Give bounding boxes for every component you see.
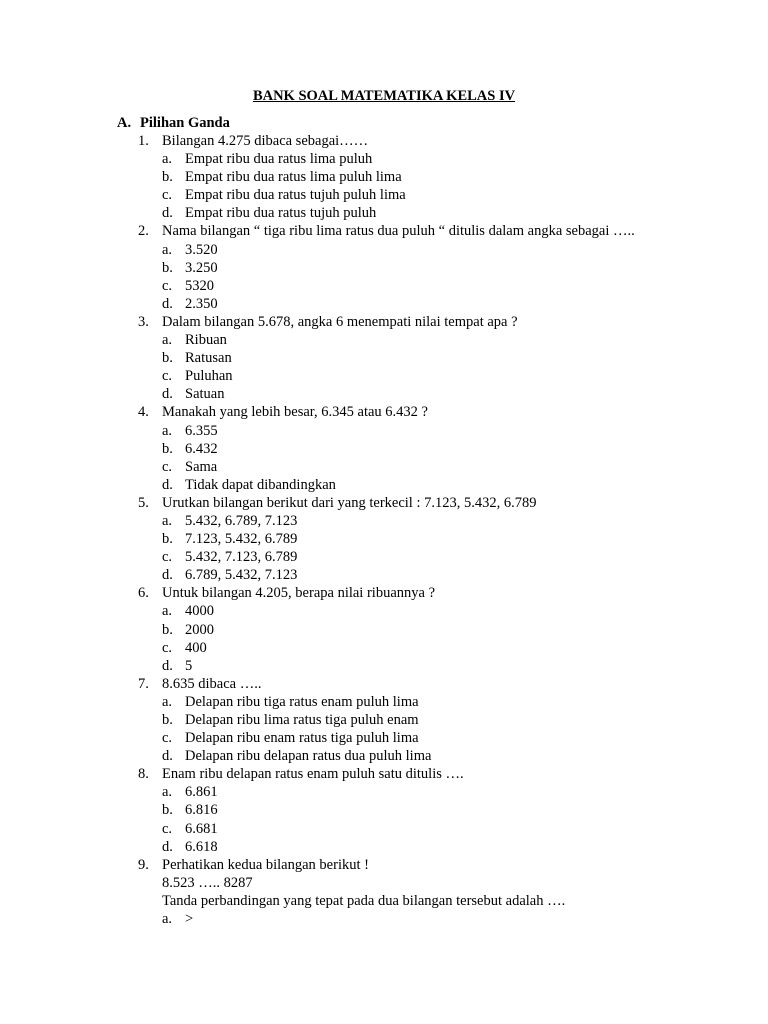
option-letter: a. — [162, 603, 173, 620]
answer-option — [0, 838, 768, 856]
option-letter: b. — [162, 169, 173, 186]
question-text: Dalam bilangan 5.678, angka 6 menempati nilai tempat apa ? — [162, 313, 518, 330]
question-line — [0, 494, 768, 512]
option-text: Satuan — [185, 386, 225, 403]
answer-option — [0, 639, 768, 657]
answer-option — [0, 150, 768, 168]
answer-option — [0, 621, 768, 639]
section-label: Pilihan Ganda — [140, 115, 230, 131]
option-letter: b. — [162, 531, 173, 548]
option-letter: b. — [162, 259, 173, 276]
question-number: 3. — [138, 313, 149, 330]
option-letter: a. — [162, 693, 173, 710]
option-letter: b. — [162, 802, 173, 819]
option-letter: b. — [162, 440, 173, 457]
answer-option — [0, 820, 768, 838]
answer-option — [0, 566, 768, 584]
option-text: 3.250 — [185, 259, 218, 276]
option-text: 4000 — [185, 603, 214, 620]
option-text: Delapan ribu delapan ratus dua puluh lima — [185, 748, 432, 765]
question-text: Nama bilangan “ tiga ribu lima ratus dua puluh “ ditulis dalam angka sebagai ….. — [162, 223, 635, 240]
option-letter: d. — [162, 748, 173, 765]
answer-option — [0, 693, 768, 711]
option-text: 6.789, 5.432, 7.123 — [185, 567, 298, 584]
question-line — [0, 874, 768, 892]
option-text: Sama — [185, 458, 218, 475]
question-line — [0, 856, 768, 874]
question-number: 8. — [138, 766, 149, 783]
question-number: 1. — [138, 133, 149, 149]
answer-option — [0, 711, 768, 729]
answer-option — [0, 602, 768, 620]
option-text: 5320 — [185, 277, 214, 294]
option-letter: d. — [162, 476, 173, 493]
question-line — [0, 765, 768, 783]
option-text: > — [185, 911, 194, 928]
option-text: Tidak dapat dibandingkan — [185, 476, 336, 493]
question-line — [0, 313, 768, 331]
option-text: Delapan ribu enam ratus tiga puluh lima — [185, 730, 419, 747]
option-text: 3.520 — [185, 241, 218, 258]
option-text: Delapan ribu lima ratus tiga puluh enam — [185, 712, 419, 728]
option-letter: c. — [162, 730, 173, 747]
question-number: 2. — [138, 223, 149, 240]
question-text: Untuk bilangan 4.205, berapa nilai ribuannya ? — [162, 585, 436, 602]
answer-option — [0, 331, 768, 349]
question-text: Enam ribu delapan ratus enam puluh satu ditulis …. — [162, 766, 464, 783]
question-number: 9. — [138, 856, 149, 873]
option-text: Empat ribu dua ratus lima puluh — [185, 151, 373, 168]
question-text: Tanda perbandingan yang tepat pada dua bilangan tersebut adalah …. — [162, 892, 566, 909]
option-text: 6.432 — [185, 440, 218, 457]
option-text: Ratusan — [185, 350, 232, 367]
option-letter: d. — [162, 205, 173, 222]
option-letter: d. — [162, 567, 173, 584]
option-letter: a. — [162, 911, 173, 928]
option-text: Empat ribu dua ratus lima puluh lima — [185, 169, 402, 186]
option-letter: b. — [162, 350, 173, 367]
question-text: Urutkan bilangan berikut dari yang terkecil : 7.123, 5.432, 6.789 — [162, 494, 537, 511]
option-letter: d. — [162, 838, 173, 855]
question-text: Perhatikan kedua bilangan berikut ! — [162, 856, 369, 873]
answer-option — [0, 349, 768, 367]
question-number: 4. — [138, 404, 149, 421]
answer-option — [0, 512, 768, 530]
question-text: 8.523 ….. 8287 — [162, 874, 253, 891]
question-list — [0, 132, 768, 928]
option-text: 6.681 — [185, 820, 218, 837]
option-text: 5.432, 7.123, 6.789 — [185, 549, 298, 566]
option-text: 2.350 — [185, 295, 218, 312]
option-letter: c. — [162, 277, 173, 294]
answer-option — [0, 367, 768, 385]
option-letter: b. — [162, 712, 173, 728]
answer-option — [0, 530, 768, 548]
answer-option — [0, 801, 768, 819]
answer-option — [0, 458, 768, 476]
answer-option — [0, 422, 768, 440]
question-text: Bilangan 4.275 dibaca sebagai…… — [162, 133, 369, 149]
option-text: 6.618 — [185, 838, 218, 855]
option-text: 7.123, 5.432, 6.789 — [185, 531, 298, 548]
answer-option — [0, 910, 768, 928]
option-text: Puluhan — [185, 368, 233, 385]
option-letter: a. — [162, 241, 173, 258]
option-letter: c. — [162, 820, 173, 837]
section-letter: A. — [117, 115, 132, 131]
answer-option — [0, 168, 768, 186]
option-letter: c. — [162, 187, 173, 204]
answer-option — [0, 476, 768, 494]
option-text: 2000 — [185, 621, 214, 638]
question-number: 5. — [138, 494, 149, 511]
option-letter: c. — [162, 639, 173, 656]
option-letter: a. — [162, 332, 173, 349]
option-letter: a. — [162, 512, 173, 529]
option-letter: c. — [162, 458, 173, 475]
question-line — [0, 892, 768, 910]
option-letter: d. — [162, 386, 173, 403]
option-letter: b. — [162, 621, 173, 638]
question-line — [0, 132, 768, 150]
answer-option — [0, 277, 768, 295]
answer-option — [0, 440, 768, 458]
option-letter: c. — [162, 368, 173, 385]
option-text: 6.816 — [185, 802, 218, 819]
option-text: 6.355 — [185, 422, 218, 439]
answer-option — [0, 259, 768, 277]
answer-option — [0, 204, 768, 222]
option-text: 400 — [185, 639, 207, 656]
answer-option — [0, 186, 768, 204]
question-line — [0, 403, 768, 421]
option-letter: c. — [162, 549, 173, 566]
question-line — [0, 584, 768, 602]
question-text: Manakah yang lebih besar, 6.345 atau 6.432 ? — [162, 404, 428, 421]
question-text: 8.635 dibaca ….. — [162, 675, 262, 692]
option-text: 5 — [185, 657, 193, 674]
option-text: Empat ribu dua ratus tujuh puluh lima — [185, 187, 406, 204]
option-text: Empat ribu dua ratus tujuh puluh — [185, 205, 377, 222]
option-letter: d. — [162, 295, 173, 312]
section-heading — [117, 114, 230, 132]
answer-option — [0, 295, 768, 313]
option-text: Ribuan — [185, 332, 227, 349]
question-line — [0, 675, 768, 693]
answer-option — [0, 385, 768, 403]
option-letter: a. — [162, 151, 173, 168]
answer-option — [0, 747, 768, 765]
option-text: 6.861 — [185, 784, 218, 801]
answer-option — [0, 657, 768, 675]
option-text: 5.432, 6.789, 7.123 — [185, 512, 298, 529]
option-letter: d. — [162, 657, 173, 674]
answer-option — [0, 783, 768, 801]
answer-option — [0, 729, 768, 747]
option-letter: a. — [162, 784, 173, 801]
answer-option — [0, 241, 768, 259]
question-number: 6. — [138, 585, 149, 602]
document-title: BANK SOAL MATEMATIKA KELAS IV — [252, 88, 516, 104]
question-line — [0, 222, 768, 240]
option-text: Delapan ribu tiga ratus enam puluh lima — [185, 693, 419, 710]
question-number: 7. — [138, 675, 149, 692]
answer-option — [0, 548, 768, 566]
option-letter: a. — [162, 422, 173, 439]
